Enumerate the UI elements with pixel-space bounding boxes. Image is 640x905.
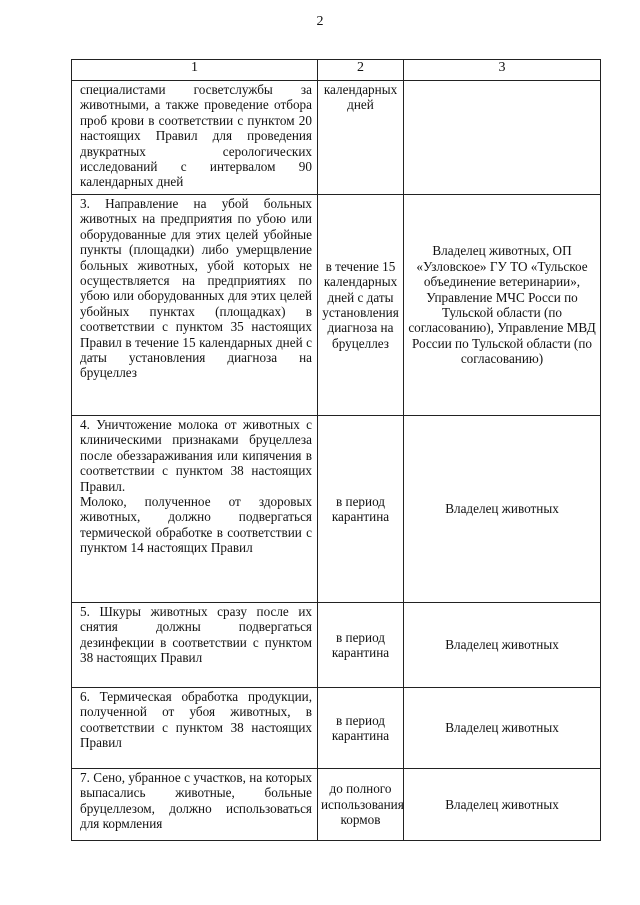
term-cell (318, 688, 404, 769)
responsible-cell (404, 603, 601, 688)
term-text: в период карантина (331, 712, 390, 743)
action-cell (72, 603, 318, 688)
term-text: в период карантина (331, 629, 390, 660)
responsible-text: Владелец животных (445, 796, 559, 812)
term-cell (318, 416, 404, 603)
page-number: 2 (316, 14, 324, 29)
action-text: 7. Сено, убранное с участков, на которых выпасались животные, больные бруцеллезом, должно использоваться для кормления (80, 770, 312, 832)
responsible-cell (404, 195, 601, 416)
action-text: 4. Уничтожение молока от животных с клиническими признаками бруцеллеза после обеззараживания или кипячения в соответствии с пунктом 38 настоящих Правил. Молоко, полученное от здоровых животных, должно подвергаться термической обработке в соответствии с пунктом 14 настоящих Правил (80, 417, 312, 556)
table-row (72, 688, 601, 769)
table-row (72, 769, 601, 841)
table-row (72, 195, 601, 416)
action-text: 3. Направление на убой больных животных на предприятия по убою или оборудованные для этих целей убойные пункты (площадки) либо умерщвление больных животных, убой которых не осуществляется на предприятиях по убою или оборудованных для этих целей убойных пунктах (площадках) в соответствии с пунктом 35 настоящих Правил в течение 15 календарных дней с даты установления диагноза на бруцеллез (80, 196, 312, 381)
responsible-text: Владелец животных (445, 720, 559, 736)
responsible-text: Владелец животных (445, 501, 559, 517)
term-text: в период карантина (331, 493, 390, 524)
table-header-row (72, 60, 601, 81)
column-header-1: 1 (72, 60, 318, 81)
responsible-text: Владелец животных, ОП «Узловское» ГУ ТО «Тульское объединение ветеринарии», Управление МЧС Росси по Тульской области (по согласованию), Управление МВД России по Тульской области (по согласованию) (408, 243, 596, 367)
measures-table (71, 59, 601, 841)
action-cell (72, 688, 318, 769)
term-text: в течение 15 календарных дней с даты установления диагноза на бруцеллез (322, 258, 399, 351)
action-cell (72, 416, 318, 603)
term-text: календарных дней (323, 82, 398, 113)
responsible-cell (404, 81, 601, 195)
table-row (72, 81, 601, 195)
action-text: 5. Шкуры животных сразу после их снятия должны подвергаться дезинфекции в соответствии с пунктом 38 настоящих Правил (80, 604, 312, 666)
responsible-cell (404, 769, 601, 841)
term-cell (318, 195, 404, 416)
column-header-2: 2 (318, 60, 404, 81)
table-row (72, 416, 601, 603)
action-cell (72, 81, 318, 195)
column-header-3: 3 (404, 60, 601, 81)
term-cell (318, 603, 404, 688)
action-cell (72, 769, 318, 841)
action-cell (72, 195, 318, 416)
table-row (72, 603, 601, 688)
responsible-text (404, 81, 600, 85)
term-cell (318, 81, 404, 195)
responsible-cell (404, 416, 601, 603)
responsible-cell (404, 688, 601, 769)
term-text: до полного использования кормов (321, 781, 404, 828)
action-text: специалистами госветслужбы за животными, а также проведение отбора проб крови в соответствии с пунктом 20 настоящих Правил для проведения двукратных серологических исследований с интервалом 90 календарных дней (80, 82, 312, 190)
term-cell (318, 769, 404, 841)
action-text: 6. Термическая обработка продукции, полученной от убоя животных, в соответствии с пунктом 38 настоящих Правил (80, 689, 312, 751)
responsible-text: Владелец животных (445, 637, 559, 653)
